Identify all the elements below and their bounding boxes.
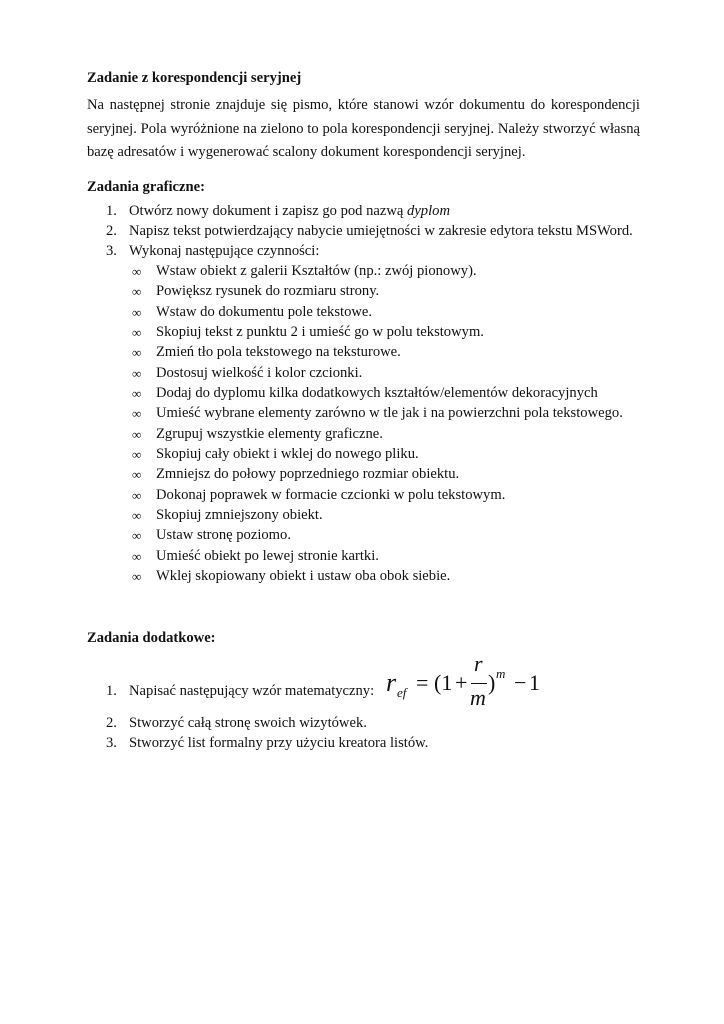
filename-italic: dyplom	[407, 203, 450, 219]
formula-minus: −	[514, 670, 527, 695]
infinity-bullet-icon: ∞	[132, 528, 142, 543]
heading-extra-tasks: Zadania dodatkowe:	[87, 630, 216, 646]
infinity-bullet-icon: ∞	[132, 325, 142, 340]
infinity-bullet-icon: ∞	[132, 508, 142, 523]
infinity-bullet-icon: ∞	[132, 427, 142, 442]
list-item: Wklej skopiowany obiekt i ustaw oba obok siebie.	[156, 568, 451, 584]
infinity-bullet-icon: ∞	[132, 284, 142, 299]
list-item: Ustaw stronę poziomo.	[156, 527, 291, 543]
infinity-bullet-icon: ∞	[132, 366, 142, 381]
list-item: Zgrupuj wszystkie elementy graficzne.	[156, 426, 383, 442]
formula-r: r	[386, 668, 397, 697]
infinity-bullet-icon: ∞	[132, 264, 142, 279]
heading-graphic-tasks: Zadania graficzne:	[87, 179, 205, 195]
list-number: 1.	[106, 203, 117, 219]
formula-numerator: r	[474, 651, 483, 676]
formula-close: )	[488, 670, 496, 695]
formula-denominator: m	[470, 685, 486, 710]
math-formula	[386, 651, 556, 716]
list-item: Napisz tekst potwierdzający nabycie umiejętności w zakresie edytora tekstu MSWord.	[129, 223, 633, 239]
infinity-bullet-icon: ∞	[132, 569, 142, 584]
list-number: 2.	[106, 715, 117, 731]
list-item: Stworzyć list formalny przy użyciu kreatora listów.	[129, 735, 429, 751]
formula-equals: =	[416, 670, 429, 695]
list-item: Dostosuj wielkość i kolor czcionki.	[156, 365, 363, 381]
list-item: Wstaw do dokumentu pole tekstowe.	[156, 304, 373, 320]
list-item: Skopiuj cały obiekt i wklej do nowego pliku.	[156, 446, 419, 462]
list-item: Umieść wybrane elementy zarówno w tle jak i na powierzchni pola tekstowego.	[156, 405, 623, 421]
list-item: Skopiuj zmniejszony obiekt.	[156, 507, 323, 523]
list-item: Stworzyć całą stronę swoich wizytówek.	[129, 715, 367, 731]
infinity-bullet-icon: ∞	[132, 488, 142, 503]
list-item: Skopiuj tekst z punktu 2 i umieść go w polu tekstowym.	[156, 324, 484, 340]
infinity-bullet-icon: ∞	[132, 406, 142, 421]
heading-mail-merge: Zadanie z korespondencji seryjnej	[87, 70, 302, 86]
list-number: 3.	[106, 735, 117, 751]
infinity-bullet-icon: ∞	[132, 549, 142, 564]
list-item: Wykonaj następujące czynności:	[129, 243, 320, 259]
infinity-bullet-icon: ∞	[132, 305, 142, 320]
list-item: Dodaj do dyplomu kilka dodatkowych kształtów/elementów dekoracyjnych	[156, 385, 598, 401]
fraction-bar	[471, 683, 487, 684]
infinity-bullet-icon: ∞	[132, 447, 142, 462]
list-item: Dokonaj poprawek w formacie czcionki w polu tekstowym.	[156, 487, 506, 503]
list-item: Otwórz nowy dokument i zapisz go pod nazwą dyplom	[129, 203, 450, 219]
formula-exponent: m	[496, 666, 506, 681]
list-item: Wstaw obiekt z galerii Kształtów (np.: zwój pionowy).	[156, 263, 477, 279]
infinity-bullet-icon: ∞	[132, 345, 142, 360]
list-number: 2.	[106, 223, 117, 239]
list-item: Zmniejsz do połowy poprzedniego rozmiar obiektu.	[156, 466, 460, 482]
formula-one: 1	[529, 670, 540, 695]
infinity-bullet-icon: ∞	[132, 386, 142, 401]
formula-subscript: ef	[397, 685, 407, 700]
list-item: Umieść obiekt po lewej stronie kartki.	[156, 548, 379, 564]
list-number: 3.	[106, 243, 117, 259]
list-item: Powiększ rysunek do rozmiaru strony.	[156, 283, 380, 299]
list-number: 1.	[106, 683, 117, 699]
formula-open: (1	[434, 670, 453, 695]
list-item: Zmień tło pola tekstowego na teksturowe.	[156, 344, 401, 360]
list-item: Napisać następujący wzór matematyczny:	[129, 683, 375, 699]
infinity-bullet-icon: ∞	[132, 467, 142, 482]
formula-plus: +	[455, 670, 468, 695]
intro-paragraph: Na następnej stronie znajduje się pismo, które stanowi wzór dokumentu do korespondencji seryjnej. Pola wyróżnione na zielono to pola korespondencji seryjnej. Należy stworzyć własną bazę adresatów i wygenerować scalony dokument korespondencji seryjnej.	[87, 97, 640, 160]
